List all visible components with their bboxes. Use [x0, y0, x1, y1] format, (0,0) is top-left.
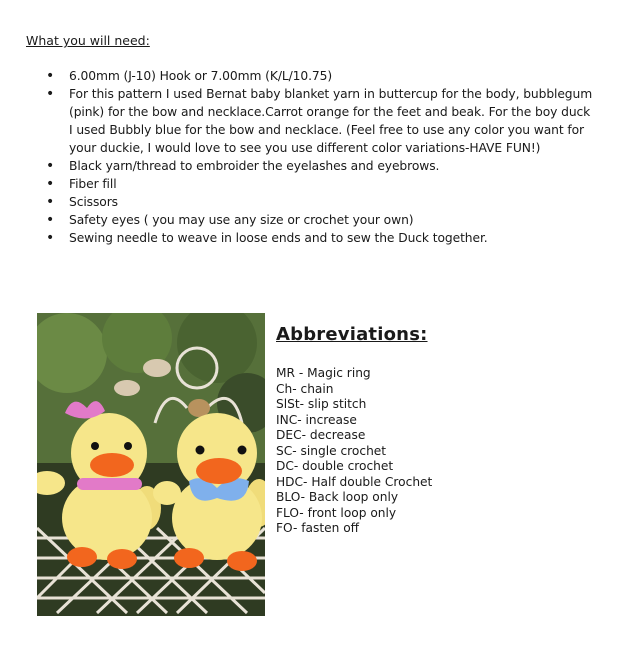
requirement-item: • Safety eyes ( you may use any size or crochet your own) [46, 211, 596, 229]
requirements-list [46, 67, 596, 247]
ducks-illustration [37, 313, 265, 616]
abbreviation-item: FO- fasten off [276, 521, 360, 535]
abbreviation-item: SC- single crochet [276, 443, 387, 458]
requirement-item: • Scissors [46, 193, 596, 211]
abbreviations-heading: Abbreviations: [276, 324, 428, 345]
crochet-ducks-photo [37, 313, 265, 616]
requirement-item: • For this pattern I used Bernat baby blanket yarn in buttercup for the body, bubblegum (pink) for the bow and necklace.Carrot orange for the feet and beak. For the boy duck I used Bubbly blue for the bow and necklace. (Feel free to use any color you want for your duckie, I would love to see you use different color variations-HAVE FUN!) [46, 85, 596, 157]
abbreviation-item: HDC- Half double Crochet [276, 474, 433, 489]
abbreviation-item: SlSt- slip stitch [276, 397, 367, 411]
abbreviations-list [276, 366, 432, 537]
abbreviation-item: DC- double crochet [276, 459, 394, 473]
abbreviation-item: INC- increase [276, 412, 357, 427]
requirement-item: • 6.00mm (J-10) Hook or 7.00mm (K/L/10.75) [46, 67, 596, 85]
requirement-item: • Fiber fill [46, 175, 596, 193]
abbreviation-item: Ch- chain [276, 381, 334, 396]
needs-heading: What you will need: [26, 33, 150, 48]
requirement-item: • Sewing needle to weave in loose ends and to sew the Duck together. [46, 229, 596, 247]
requirement-item: • Black yarn/thread to embroider the eyelashes and eyebrows. [46, 157, 596, 175]
abbreviation-item: BLO- Back loop only [276, 490, 399, 504]
abbreviation-item: DEC- decrease [276, 428, 366, 442]
abbreviation-item: MR - Magic ring [276, 366, 371, 380]
abbreviation-item: FLO- front loop only [276, 505, 397, 520]
